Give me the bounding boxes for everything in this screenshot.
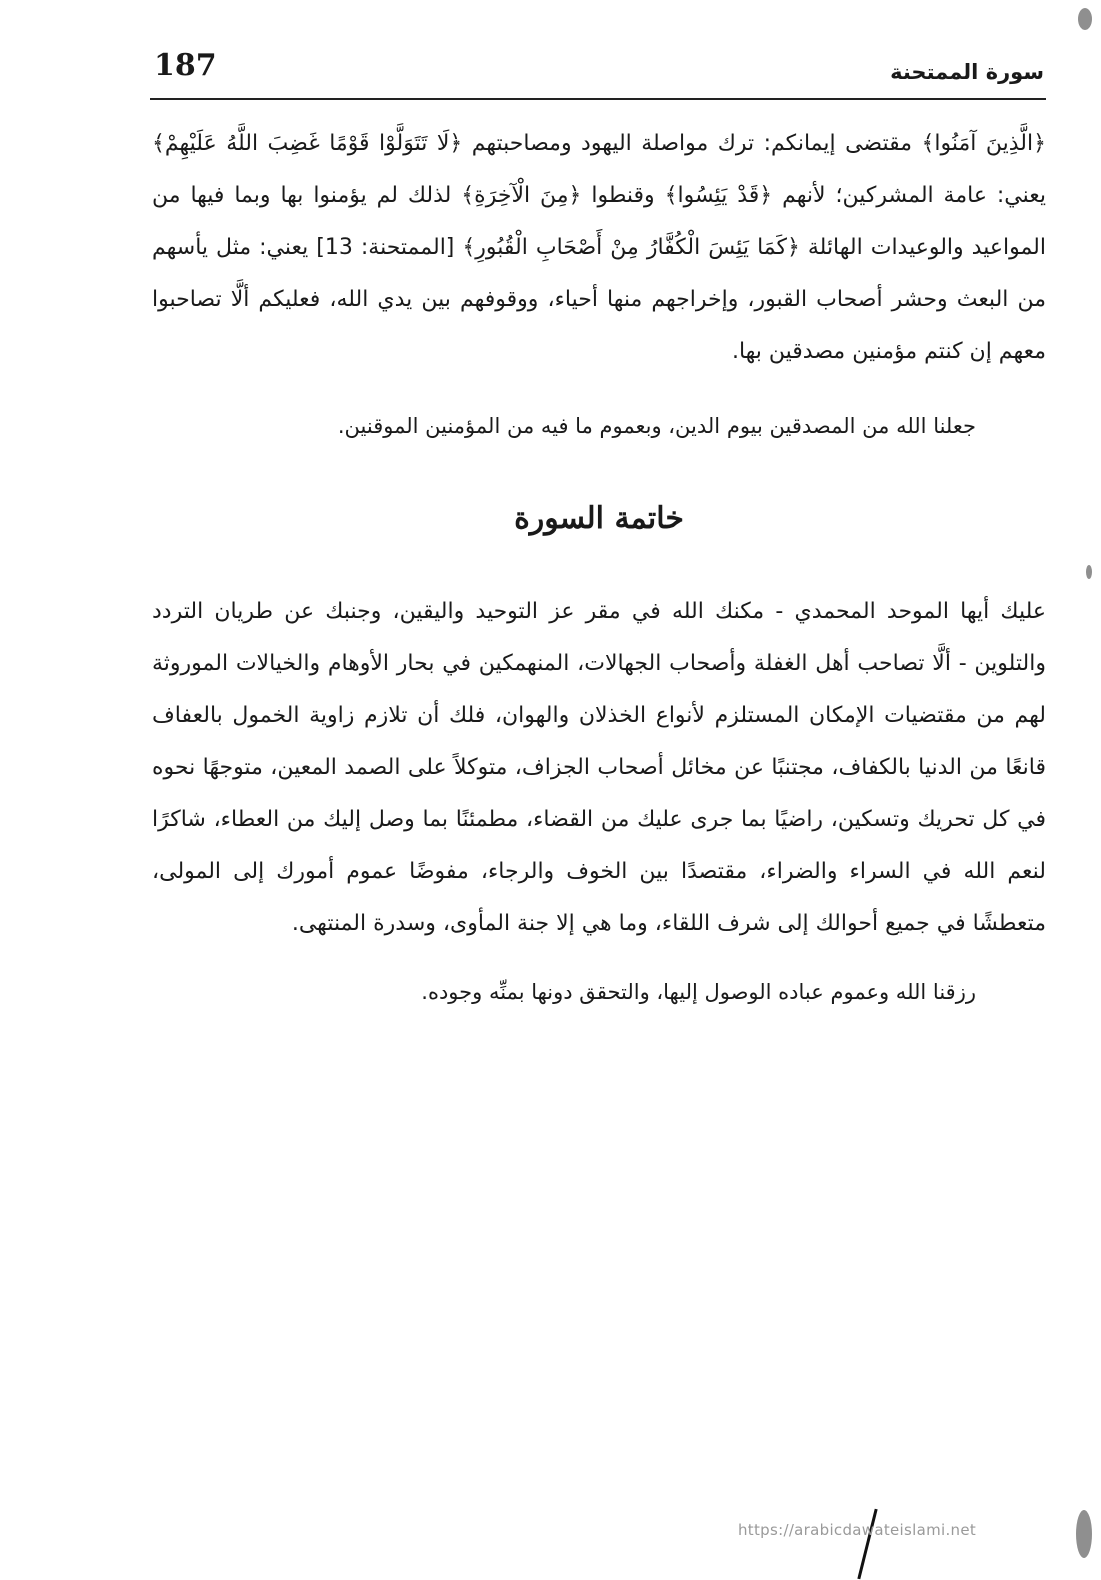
surah-title: سورة الممتحنة — [890, 60, 1044, 84]
page-number: 187 — [154, 48, 217, 83]
scan-speck — [1076, 1510, 1092, 1558]
section-heading: خاتمة السورة — [514, 501, 684, 536]
conclusion-paragraph: عليك أيها الموحد المحمدي - مكنك الله في مقر عز التوحيد واليقين، وجنبك عن طريان التردد والتلوين - ألَّا تصاحب أهل الغفلة وأصحاب الجهالات، المنهمكين في بحار الأوهام والخيالات الموروثة لهم من مقتضيات الإمكان المستلزم لأنواع الخذلان والهوان، فلك أن تلازم زاوية الخمول بالعفاف قانعًا من الدنيا بالكفاف، مجتنبًا عن مخائل أصحاب الجزاف، متوكلاً على الصمد المعين، متوجهًا نحوه في كل تحريك وتسكين، راضيًا بما جرى عليك من القضاء، مطمئنًا بما وصل إليك من العطاء، شاكرًا لنعم الله في السراء والضراء، مقتصدًا بين الخوف والرجاء، مفوضًا عموم أمورك إلى المولى، متعطشًا في جميع أحوالك إلى شرف اللقاء، وما هي إلا جنة المأوى، وسدرة المنتهى. — [152, 599, 1046, 936]
scan-speck — [1086, 565, 1092, 579]
closing-supplication: رزقنا الله وعموم عباده الوصول إليها، والتحقق دونها بمنِّه وجوده. — [421, 980, 976, 1004]
supplication-line: جعلنا الله من المصدقين بيوم الدين، وبعموم ما فيه من المؤمنين الموقنين. — [337, 414, 976, 438]
watermark-url: https://arabicdawateislami.net — [738, 1521, 977, 1539]
tafsir-paragraph: ﴿الَّذِينَ آمَنُوا﴾ مقتضى إيمانكم: ترك مواصلة اليهود ومصاحبتهم ﴿لَا تَتَوَلَّوْا قَوْمًا غَضِبَ اللَّهُ عَلَيْهِمْ﴾ يعني: عامة المشركين؛ لأنهم ﴿قَدْ يَئِسُوا﴾ وقنطوا ﴿مِنَ الْآخِرَةِ﴾ لذلك لم يؤمنوا بها وبما فيها من المواعيد والوعيدات الهائلة ﴿كَمَا يَئِسَ الْكُفَّارُ مِنْ أَصْحَابِ الْقُبُورِ﴾ [الممتحنة: 13] يعني: مثل يأسهم من البعث وحشر أصحاب القبور، وإخراجهم منها أحياء، ووقوفهم بين يدي الله، فعليكم ألَّا تصاحبوا معهم إن كنتم مؤمنين مصدقين بها. — [152, 131, 1047, 364]
page-body — [152, 118, 1046, 1012]
page-header — [150, 40, 1046, 100]
scan-speck — [1078, 8, 1092, 30]
pen-stroke-mark — [857, 1509, 877, 1580]
